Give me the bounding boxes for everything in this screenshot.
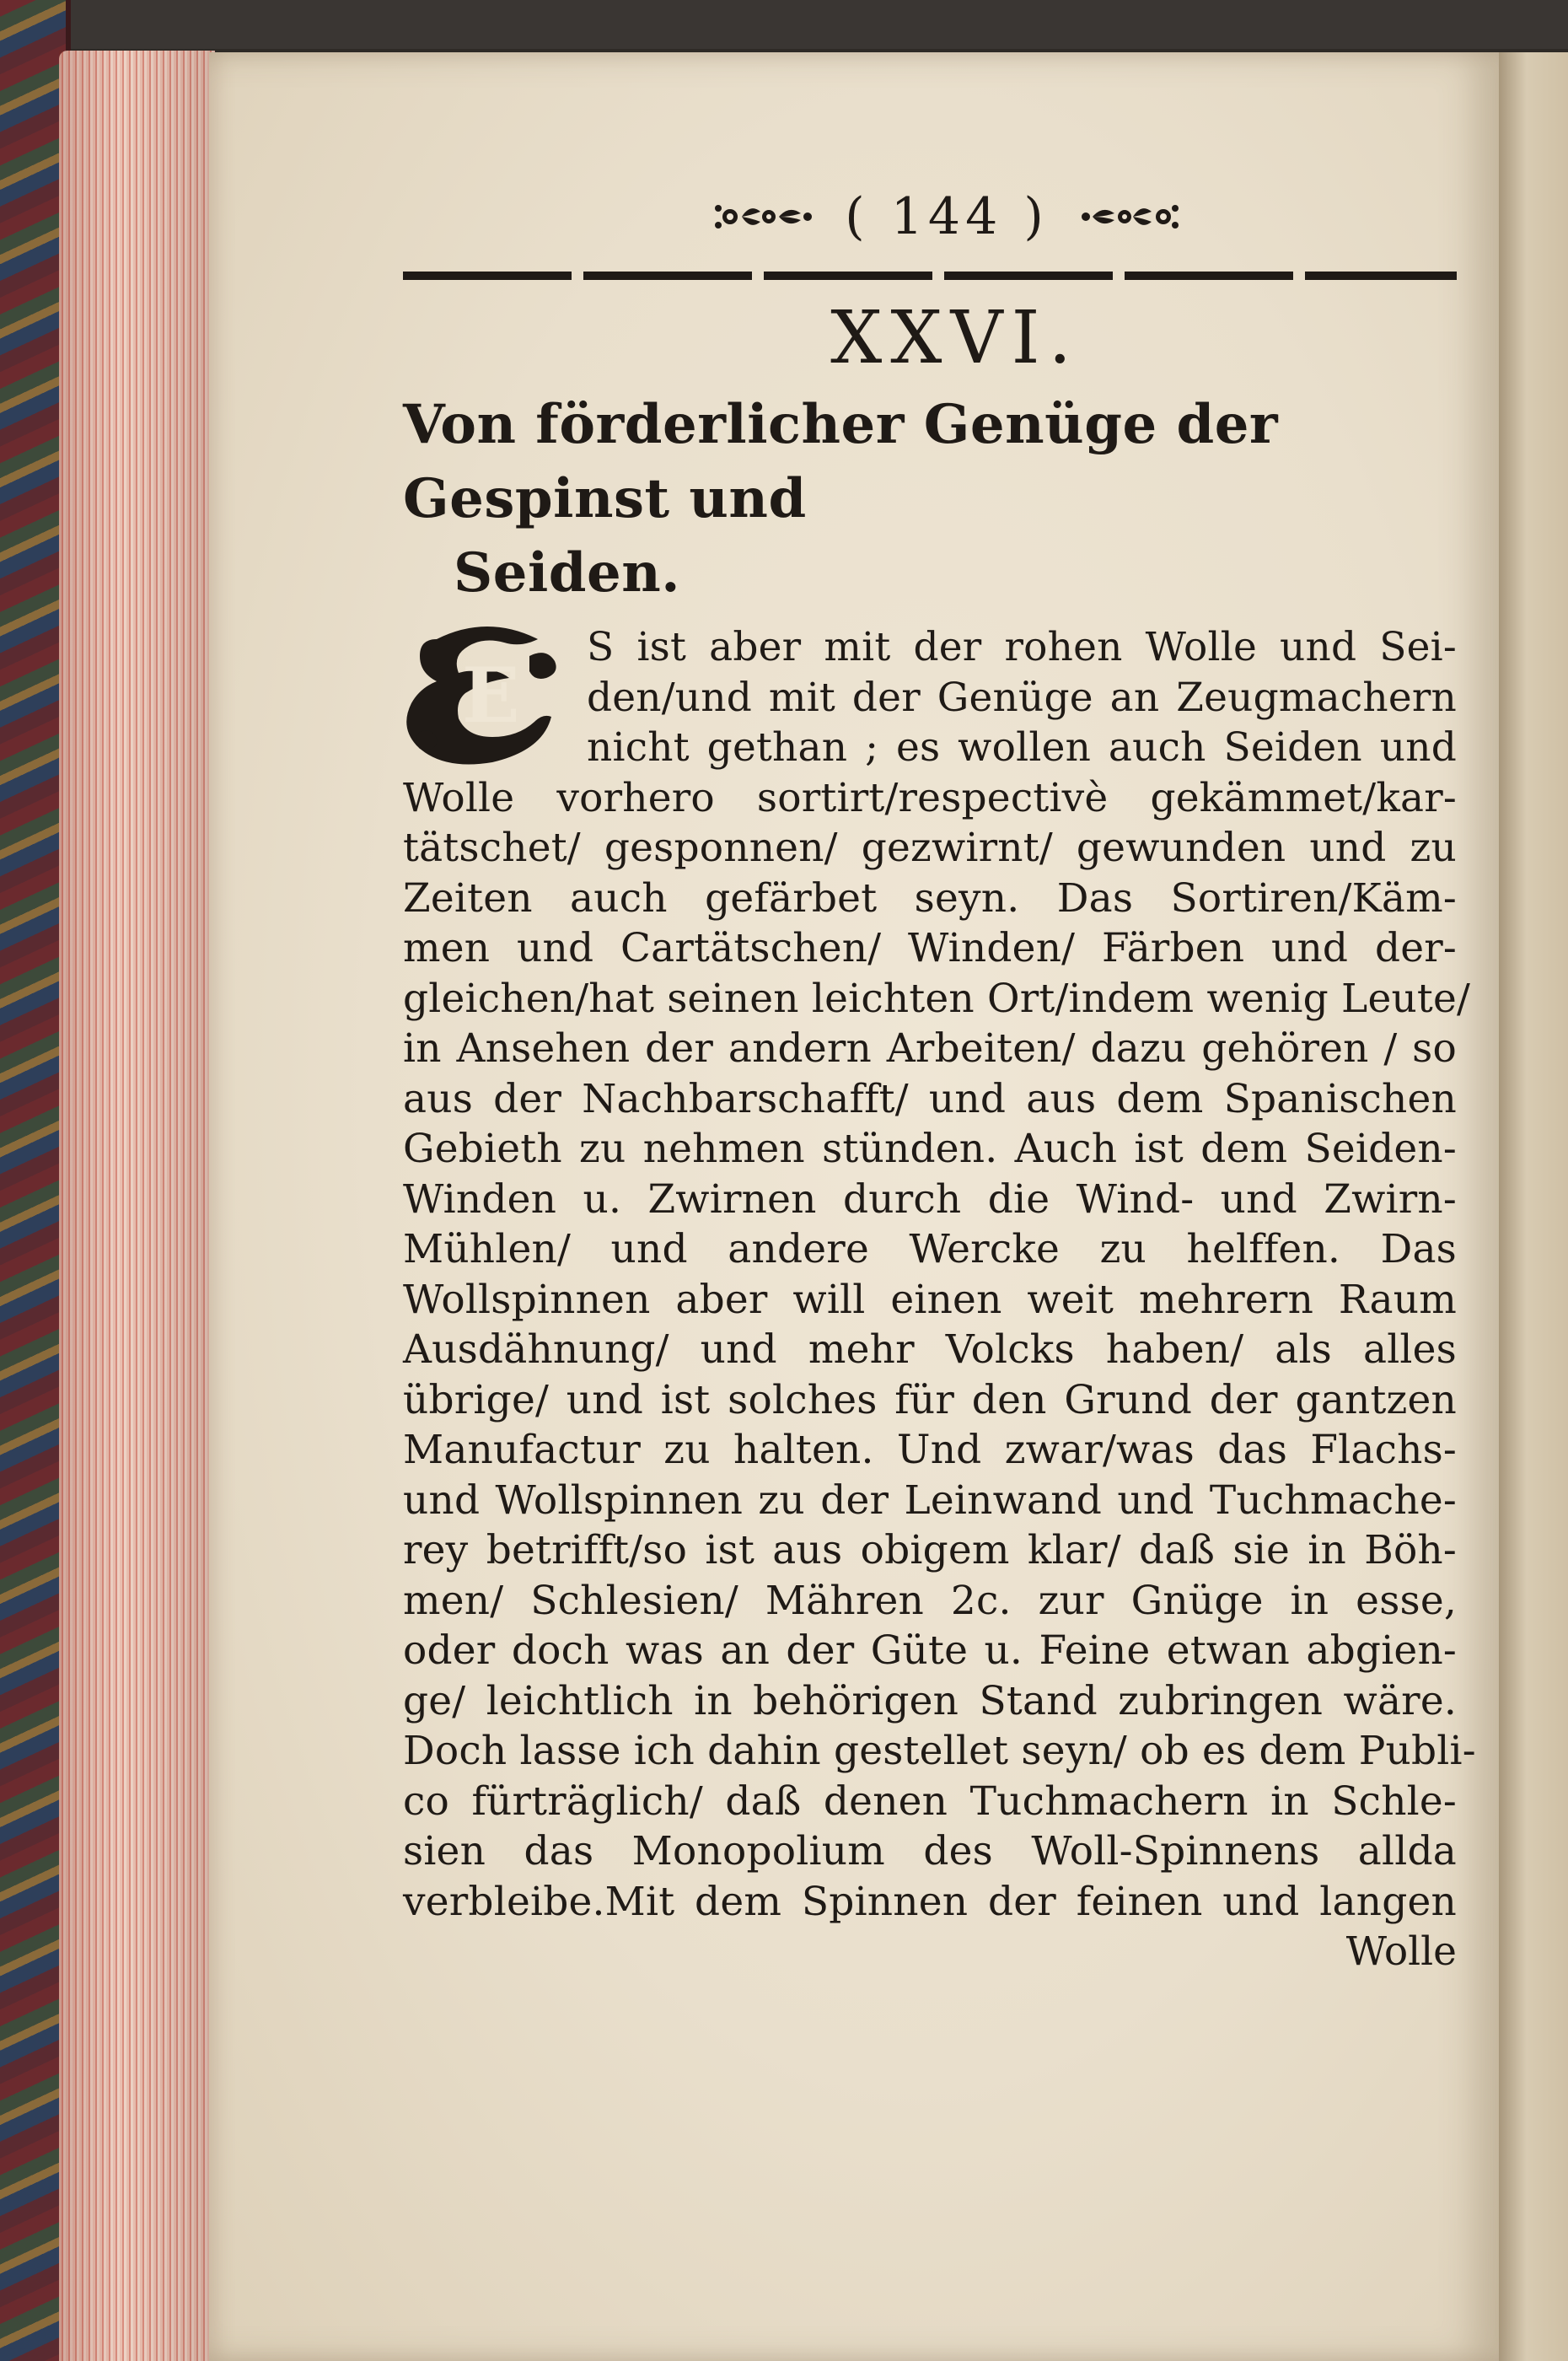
page-number: ( 144 ) xyxy=(845,187,1049,246)
facing-page-edge xyxy=(1499,52,1568,2361)
chapter-title xyxy=(403,388,1457,610)
chapter-title-line-2: Seiden. xyxy=(454,541,681,605)
body-line: verbleibe.Mit dem Spinnen der feinen und langen xyxy=(403,1878,1457,1925)
body-line: Wolle vorhero sortirt/respectivè gekämmet/kar- xyxy=(403,774,1457,821)
body-line: Gebieth zu nehmen stünden. Auch ist dem Seiden- xyxy=(403,1126,1457,1172)
body-line: Mühlen/ und andere Wercke zu helffen. Das xyxy=(403,1226,1457,1272)
body-line: Winden u. Zwirnen durch die Wind- und Zwirn- xyxy=(403,1175,1457,1223)
body-line: aus der Nachbarschafft/ und aus dem Spanischen xyxy=(403,1075,1457,1122)
body-line: Zeiten auch gefärbet seyn. Das Sortiren/Käm- xyxy=(403,874,1457,922)
body-line: Doch lasse ich dahin gestellet seyn/ ob es dem Publi- xyxy=(403,1728,1476,1774)
body-line: und Wollspinnen zu der Leinwand und Tuchmache- xyxy=(403,1476,1457,1524)
body-line: Manufactur zu halten. Und zwar/was das Flachs- xyxy=(403,1427,1457,1473)
body-line: co fürträglich/ daß denen Tuchmachern in Schle- xyxy=(403,1777,1457,1825)
page-edges xyxy=(59,51,215,2361)
right-ornament-icon xyxy=(1079,198,1180,235)
body-line: Ausdähnung/ und mehr Volcks haben/ als alles xyxy=(403,1326,1457,1373)
body-line: gleichen/hat seinen leichten Ort/indem wenig Leute/ xyxy=(403,975,1471,1022)
body-line: nicht gethan ; es wollen auch Seiden und xyxy=(587,724,1457,771)
drop-cap-initial xyxy=(403,622,572,774)
header-rule xyxy=(403,272,1457,280)
catchword: Wolle xyxy=(1345,1928,1457,1975)
left-ornament-icon xyxy=(713,198,814,235)
body-line: den/und mit der Genüge an Zeugmachern xyxy=(587,674,1457,721)
chapter-number: XXVI. xyxy=(830,296,1080,380)
body-line: S ist aber mit der rohen Wolle und Sei- xyxy=(587,624,1457,670)
body-line: oder doch was an der Güte u. Feine etwan abgien- xyxy=(403,1627,1457,1674)
svg-text:E: E xyxy=(462,651,520,740)
body-line: men/ Schlesien/ Mähren 2c. zur Gnüge in esse, xyxy=(403,1577,1457,1624)
chapter-title-line-1: Von förderlicher Genüge der Gespinst und xyxy=(403,393,1279,530)
body-line: rey betrifft/so ist aus obigem klar/ daß sie in Böh- xyxy=(403,1527,1457,1573)
body-line: in Ansehen der andern Arbeiten/ dazu gehören / so xyxy=(403,1025,1457,1072)
page-content xyxy=(403,179,1476,1977)
body-line: men und Cartätschen/ Winden/ Färben und der- xyxy=(403,925,1457,971)
body-paragraph xyxy=(403,622,1476,1927)
body-line: tätschet/ gesponnen/ gezwirnt/ gewunden und zu xyxy=(403,825,1457,871)
body-line: sien das Monopolium des Woll-Spinnens allda xyxy=(403,1828,1457,1874)
book-cover-top xyxy=(0,0,1568,49)
body-line: übrige/ und ist solches für den Grund der gantzen xyxy=(403,1376,1457,1423)
page-header xyxy=(437,179,1457,255)
body-line: ge/ leichtlich in behörigen Stand zubringen wäre. xyxy=(403,1677,1457,1724)
body-line: Wollspinnen aber will einen weit mehrern Raum xyxy=(403,1276,1457,1323)
